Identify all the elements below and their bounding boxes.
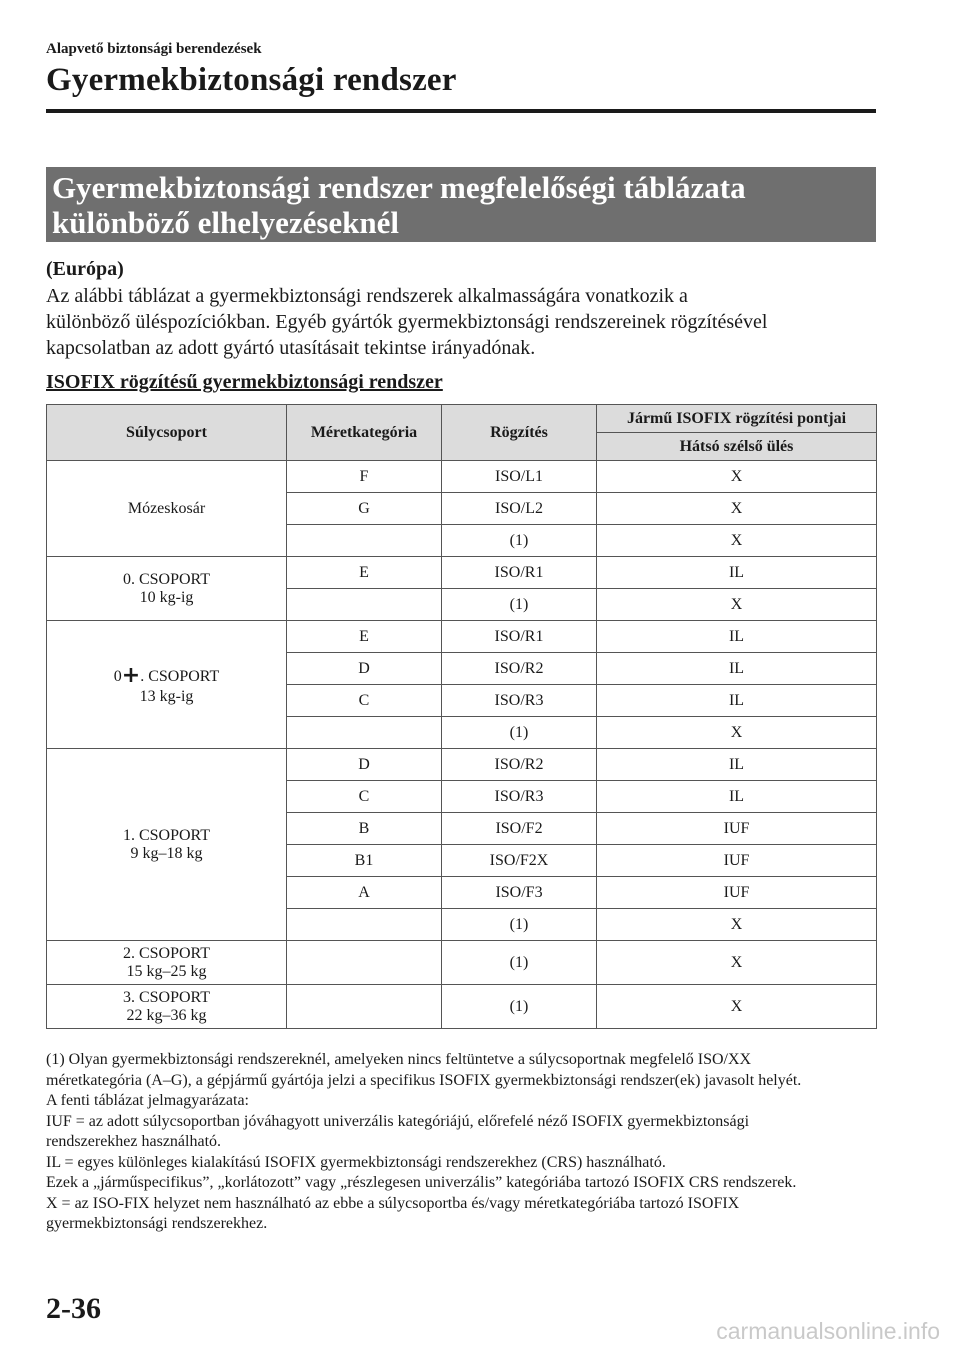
fixture-cell: ISO/R1 (442, 557, 597, 589)
group-3: 3. CSOPORT 22 kg–36 kg (47, 985, 287, 1029)
value-cell: IL (597, 557, 877, 589)
table-row (47, 621, 877, 653)
fixture-cell: ISO/L2 (442, 493, 597, 525)
chapter-title: Gyermekbiztonsági rendszer (46, 62, 457, 98)
fixture-cell: ISO/F2 (442, 813, 597, 845)
value-cell: X (597, 941, 877, 985)
size-cell (287, 717, 442, 749)
fixture-cell: (1) (442, 985, 597, 1029)
fixture-cell: (1) (442, 909, 597, 941)
title-rule (46, 109, 876, 113)
size-cell: E (287, 557, 442, 589)
value-cell: X (597, 717, 877, 749)
note-line: IUF = az adott súlycsoportban jóváhagyott univerzális kategóriájú, előrefelé néző ISOFIX gyermekbiztonsági (46, 1112, 750, 1130)
plus-icon: + (121, 663, 141, 688)
fixture-cell: ISO/L1 (442, 461, 597, 493)
table-row (47, 461, 877, 493)
size-cell: D (287, 749, 442, 781)
header-isofix-points: Jármű ISOFIX rögzítési pontjai (597, 405, 877, 433)
note-line: méretkategória (A–G), a gépjármű gyártója jelzi a specifikus ISOFIX gyermekbiztonsági rendszer(ek) javasolt helyét. (46, 1071, 802, 1089)
value-cell: X (597, 461, 877, 493)
group-0-plus: 0+. CSOPORT 13 kg-ig (47, 621, 287, 749)
group-1: 1. CSOPORT 9 kg–18 kg (47, 749, 287, 941)
size-cell (287, 909, 442, 941)
fixture-cell: (1) (442, 589, 597, 621)
size-cell: C (287, 685, 442, 717)
value-cell: IL (597, 621, 877, 653)
header-size-class: Méretkategória (287, 405, 442, 461)
note-line: Ezek a „járműspecifikus”, „korlátozott” vagy „részlegesen univerzális” kategóriába tartozó ISOFIX CRS rendszerek. (46, 1174, 797, 1191)
value-cell: IUF (597, 877, 877, 909)
value-cell: IL (597, 685, 877, 717)
value-cell: X (597, 909, 877, 941)
fixture-cell: ISO/F3 (442, 877, 597, 909)
note-line: (1) Olyan gyermekbiztonsági rendszereknél, amelyeken nincs feltüntetve a súlycsoportnak megfelelő ISO/XX (46, 1051, 752, 1068)
size-cell (287, 589, 442, 621)
value-cell: IUF (597, 813, 877, 845)
section-label: Alapvető biztonsági berendezések (46, 41, 262, 57)
table-title: ISOFIX rögzítésű gyermekbiztonsági rendszer (46, 371, 443, 393)
fixture-cell: ISO/R3 (442, 781, 597, 813)
size-cell (287, 985, 442, 1029)
group-2: 2. CSOPORT 15 kg–25 kg (47, 941, 287, 985)
fixture-cell: ISO/R1 (442, 621, 597, 653)
intro-paragraph (46, 283, 886, 361)
size-cell: B1 (287, 845, 442, 877)
size-cell: C (287, 781, 442, 813)
size-cell: B (287, 813, 442, 845)
fixture-cell: ISO/F2X (442, 845, 597, 877)
isofix-table (46, 404, 877, 1029)
group-0: 0. CSOPORT 10 kg-ig (47, 557, 287, 621)
fixture-cell: (1) (442, 941, 597, 985)
size-cell: D (287, 653, 442, 685)
footnotes (46, 1050, 886, 1235)
region-heading: (Európa) (46, 258, 124, 280)
fixture-cell: (1) (442, 525, 597, 557)
header-fixture: Rögzítés (442, 405, 597, 461)
note-line: gyermekbiztonsági rendszerekhez. (46, 1215, 268, 1232)
note-line: IL = egyes különleges kialakítású ISOFIX gyermekbiztonsági rendszerekhez (CRS) használható. (46, 1153, 666, 1171)
group-carrycot: Mózeskosár (47, 461, 287, 557)
header-rear-outboard: Hátsó szélső ülés (597, 433, 877, 461)
size-cell: G (287, 493, 442, 525)
table-row (47, 941, 877, 985)
fixture-cell: ISO/R3 (442, 685, 597, 717)
size-cell: E (287, 621, 442, 653)
section-banner (46, 167, 876, 242)
size-cell: F (287, 461, 442, 493)
banner-line-2: különböző elhelyezéseknél (52, 205, 400, 240)
table-row (47, 557, 877, 589)
value-cell: X (597, 589, 877, 621)
banner-line-1: Gyermekbiztonsági rendszer megfelelőségi táblázata (52, 170, 746, 205)
header-weight-group: Súlycsoport (47, 405, 287, 461)
value-cell: IUF (597, 845, 877, 877)
intro-line: különböző üléspozíciókban. Egyéb gyártók gyermekbiztonsági rendszereinek rögzítésével (46, 311, 768, 333)
fixture-cell: ISO/R2 (442, 653, 597, 685)
page-number: 2-36 (46, 1292, 101, 1325)
value-cell: X (597, 525, 877, 557)
note-line: rendszerekhez használható. (46, 1133, 222, 1150)
size-cell: A (287, 877, 442, 909)
value-cell: IL (597, 749, 877, 781)
fixture-cell: ISO/R2 (442, 749, 597, 781)
table-row (47, 985, 877, 1029)
value-cell: IL (597, 653, 877, 685)
fixture-cell: (1) (442, 717, 597, 749)
size-cell (287, 941, 442, 985)
table-row (47, 749, 877, 781)
value-cell: IL (597, 781, 877, 813)
note-line: A fenti táblázat jelmagyarázata: (46, 1092, 249, 1109)
intro-line: kapcsolatban az adott gyártó utasításait tekintse irányadónak. (46, 337, 536, 359)
intro-line: Az alábbi táblázat a gyermekbiztonsági rendszerek alkalmasságára vonatkozik a (46, 285, 688, 307)
size-cell (287, 525, 442, 557)
value-cell: X (597, 985, 877, 1029)
note-line: X = az ISO-FIX helyzet nem használható az ebbe a súlycsoportba és/vagy méretkategóriába tartozó ISOFIX (46, 1194, 740, 1212)
watermark: carmanualsonline.info (716, 1318, 940, 1344)
value-cell: X (597, 493, 877, 525)
